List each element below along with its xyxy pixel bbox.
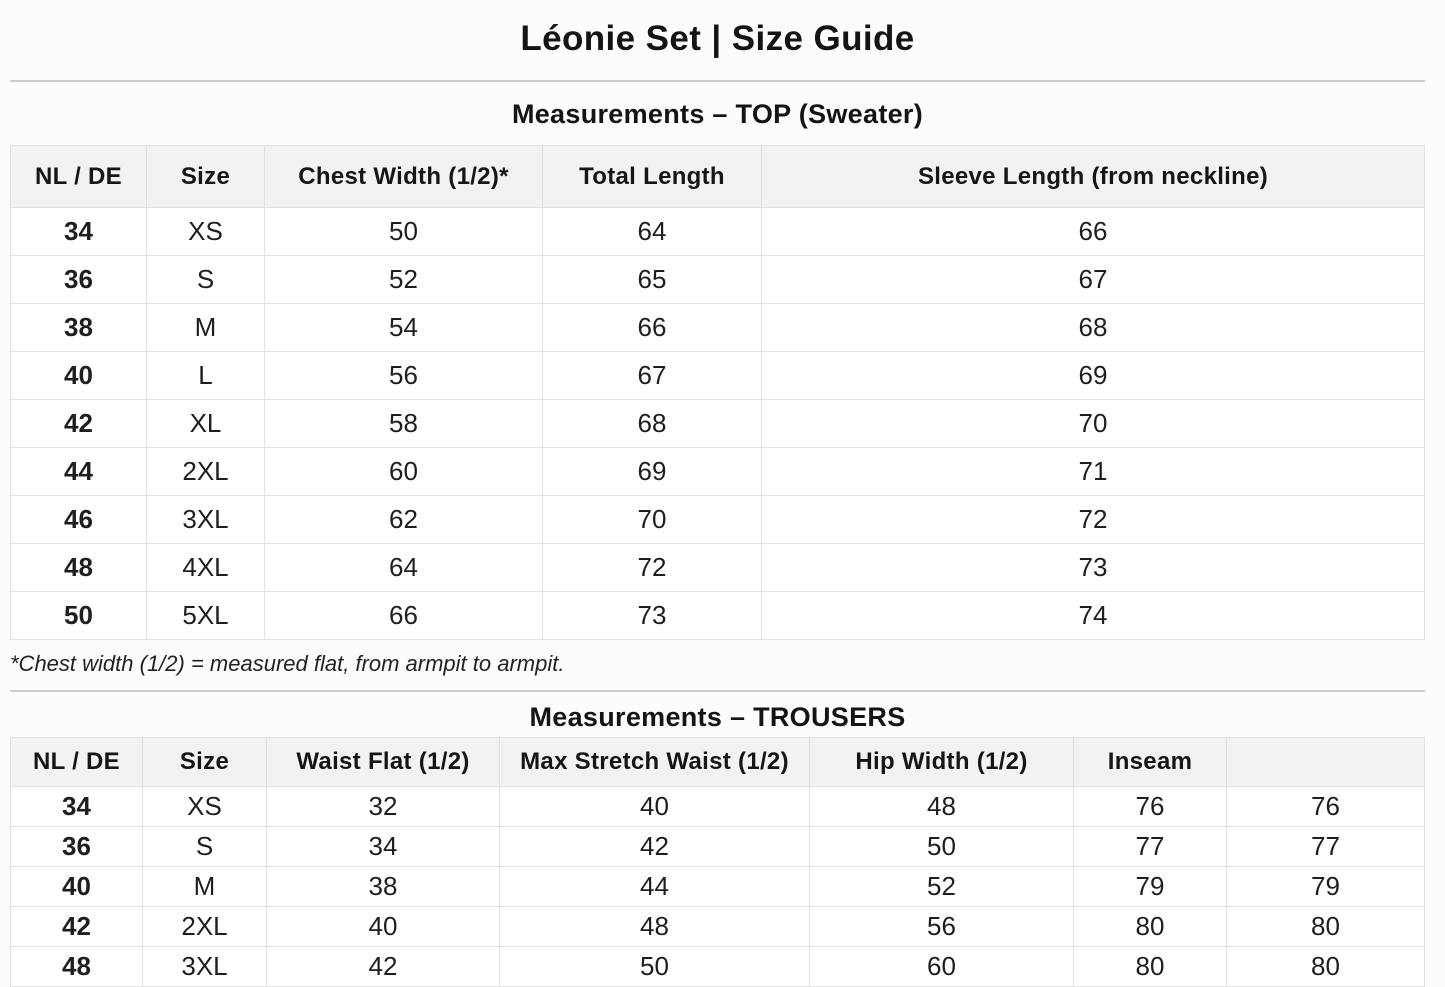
cell-sleeve-length: 72 <box>762 496 1425 544</box>
cell-extra: 80 <box>1227 947 1425 987</box>
col-header-nl-de: NL / DE <box>11 738 143 787</box>
cell-chest-width: 54 <box>265 304 543 352</box>
cell-inseam: 79 <box>1074 867 1227 907</box>
cell-chest-width: 56 <box>265 352 543 400</box>
table-row <box>11 448 1425 496</box>
cell-nl-de: 42 <box>11 400 147 448</box>
cell-hip-width: 56 <box>810 907 1074 947</box>
cell-nl-de: 48 <box>11 544 147 592</box>
cell-chest-width: 64 <box>265 544 543 592</box>
cell-max-stretch-waist: 42 <box>500 827 810 867</box>
table-row <box>11 496 1425 544</box>
cell-size: 2XL <box>147 448 265 496</box>
cell-size: M <box>147 304 265 352</box>
table-row <box>11 544 1425 592</box>
table-row <box>11 787 1425 827</box>
cell-nl-de: 38 <box>11 304 147 352</box>
cell-nl-de: 36 <box>11 256 147 304</box>
cell-extra: 77 <box>1227 827 1425 867</box>
cell-hip-width: 50 <box>810 827 1074 867</box>
cell-nl-de: 40 <box>11 352 147 400</box>
cell-total-length: 72 <box>543 544 762 592</box>
section-heading-top: Measurements – TOP (Sweater) <box>511 99 924 129</box>
cell-size: 2XL <box>143 907 267 947</box>
trousers-measurements-table <box>10 737 1425 987</box>
cell-total-length: 70 <box>543 496 762 544</box>
table-row <box>11 867 1425 907</box>
cell-total-length: 68 <box>543 400 762 448</box>
cell-sleeve-length: 69 <box>762 352 1425 400</box>
page-title: Léonie Set | Size Guide <box>520 19 915 58</box>
cell-size: 3XL <box>147 496 265 544</box>
cell-chest-width: 62 <box>265 496 543 544</box>
cell-sleeve-length: 66 <box>762 208 1425 256</box>
cell-size: 3XL <box>143 947 267 987</box>
cell-sleeve-length: 70 <box>762 400 1425 448</box>
footnote-chest-width: *Chest width (1/2) = measured flat, from armpit to armpit. <box>10 651 565 676</box>
cell-size: XL <box>147 400 265 448</box>
cell-extra: 76 <box>1227 787 1425 827</box>
cell-chest-width: 58 <box>265 400 543 448</box>
trousers-table-header-row <box>11 738 1425 787</box>
cell-sleeve-length: 71 <box>762 448 1425 496</box>
cell-chest-width: 60 <box>265 448 543 496</box>
table-row <box>11 208 1425 256</box>
cell-waist-flat: 40 <box>267 907 500 947</box>
col-header-chest-width: Chest Width (1/2)* <box>265 146 543 208</box>
cell-max-stretch-waist: 48 <box>500 907 810 947</box>
top-measurements-table <box>10 145 1425 640</box>
col-header-total-length: Total Length <box>543 146 762 208</box>
col-header-nl-de: NL / DE <box>11 146 147 208</box>
table-row <box>11 256 1425 304</box>
col-header-max-stretch-waist: Max Stretch Waist (1/2) <box>500 738 810 787</box>
col-header-sleeve-length: Sleeve Length (from neckline) <box>762 146 1425 208</box>
cell-nl-de: 34 <box>11 208 147 256</box>
cell-size: XS <box>147 208 265 256</box>
cell-inseam: 76 <box>1074 787 1227 827</box>
cell-chest-width: 50 <box>265 208 543 256</box>
cell-hip-width: 60 <box>810 947 1074 987</box>
cell-total-length: 65 <box>543 256 762 304</box>
divider-above-trousers <box>10 690 1425 692</box>
cell-chest-width: 66 <box>265 592 543 640</box>
cell-nl-de: 40 <box>11 867 143 907</box>
table-row <box>11 400 1425 448</box>
col-header-blank <box>1227 738 1425 787</box>
table-row <box>11 352 1425 400</box>
cell-total-length: 66 <box>543 304 762 352</box>
cell-extra: 79 <box>1227 867 1425 907</box>
top-table-header-row <box>11 146 1425 208</box>
cell-size: XS <box>143 787 267 827</box>
cell-nl-de: 44 <box>11 448 147 496</box>
cell-chest-width: 52 <box>265 256 543 304</box>
cell-total-length: 64 <box>543 208 762 256</box>
cell-total-length: 73 <box>543 592 762 640</box>
col-header-size: Size <box>143 738 267 787</box>
cell-size: S <box>147 256 265 304</box>
cell-total-length: 67 <box>543 352 762 400</box>
cell-waist-flat: 38 <box>267 867 500 907</box>
cell-max-stretch-waist: 44 <box>500 867 810 907</box>
cell-nl-de: 36 <box>11 827 143 867</box>
cell-total-length: 69 <box>543 448 762 496</box>
cell-waist-flat: 34 <box>267 827 500 867</box>
cell-sleeve-length: 73 <box>762 544 1425 592</box>
cell-nl-de: 42 <box>11 907 143 947</box>
cell-max-stretch-waist: 40 <box>500 787 810 827</box>
table-row <box>11 592 1425 640</box>
cell-hip-width: 52 <box>810 867 1074 907</box>
table-row <box>11 947 1425 987</box>
cell-sleeve-length: 68 <box>762 304 1425 352</box>
cell-size: 4XL <box>147 544 265 592</box>
cell-max-stretch-waist: 50 <box>500 947 810 987</box>
table-row <box>11 304 1425 352</box>
col-header-waist-flat: Waist Flat (1/2) <box>267 738 500 787</box>
section-heading-trousers: Measurements – TROUSERS <box>529 702 906 732</box>
table-row <box>11 827 1425 867</box>
cell-nl-de: 50 <box>11 592 147 640</box>
cell-sleeve-length: 74 <box>762 592 1425 640</box>
cell-waist-flat: 42 <box>267 947 500 987</box>
cell-nl-de: 34 <box>11 787 143 827</box>
divider-under-title <box>10 80 1425 82</box>
cell-size: M <box>143 867 267 907</box>
cell-extra: 80 <box>1227 907 1425 947</box>
cell-inseam: 77 <box>1074 827 1227 867</box>
cell-nl-de: 48 <box>11 947 143 987</box>
cell-waist-flat: 32 <box>267 787 500 827</box>
cell-inseam: 80 <box>1074 947 1227 987</box>
cell-sleeve-length: 67 <box>762 256 1425 304</box>
col-header-inseam: Inseam <box>1074 738 1227 787</box>
cell-size: 5XL <box>147 592 265 640</box>
cell-inseam: 80 <box>1074 907 1227 947</box>
col-header-hip-width: Hip Width (1/2) <box>810 738 1074 787</box>
cell-nl-de: 46 <box>11 496 147 544</box>
table-row <box>11 907 1425 947</box>
col-header-size: Size <box>147 146 265 208</box>
cell-size: L <box>147 352 265 400</box>
cell-size: S <box>143 827 267 867</box>
cell-hip-width: 48 <box>810 787 1074 827</box>
